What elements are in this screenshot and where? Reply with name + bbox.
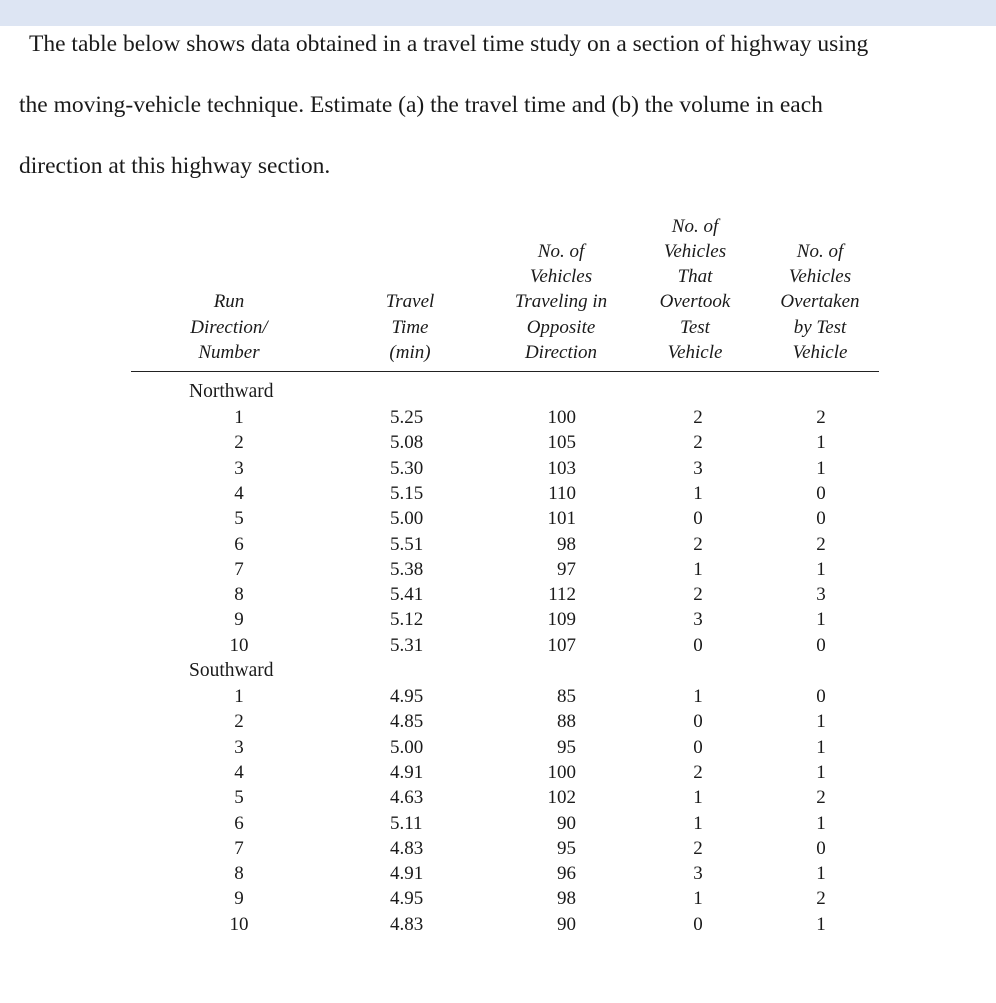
header-line: Number xyxy=(198,341,260,363)
cell-overtaken: 3 xyxy=(816,584,826,606)
header-overtaken xyxy=(760,210,880,365)
header-line: Travel xyxy=(385,291,435,313)
cell-overtook: 3 xyxy=(693,863,703,885)
cell-travel-time: 5.38 xyxy=(390,558,424,580)
header-line: Direction/ xyxy=(190,316,268,338)
header-line: No. of xyxy=(671,215,719,237)
cell-run-number: 9 xyxy=(234,609,244,631)
header-line: Overtook xyxy=(659,291,731,313)
cell-run-number: 4 xyxy=(234,761,244,783)
problem-line-2: the moving-vehicle technique. Estimate (a) the travel time and (b) the volume in each xyxy=(19,92,823,118)
cell-overtook: 2 xyxy=(693,533,703,555)
cell-travel-time: 4.91 xyxy=(390,863,424,885)
cell-overtook: 2 xyxy=(693,837,703,859)
cell-overtaken: 2 xyxy=(816,787,826,809)
cell-overtook: 2 xyxy=(693,432,703,454)
cell-overtook: 0 xyxy=(693,508,703,530)
cell-overtaken: 0 xyxy=(816,634,826,656)
cell-run-number: 6 xyxy=(234,533,244,555)
header-line: Vehicles xyxy=(529,266,593,288)
cell-opposite: 98 xyxy=(557,533,576,555)
cell-travel-time: 5.00 xyxy=(390,736,424,758)
header-line: by Test xyxy=(793,316,847,338)
cell-run-number: 2 xyxy=(234,711,244,733)
cell-run-number: 4 xyxy=(234,482,244,504)
header-line: Vehicles xyxy=(788,266,852,288)
header-line: Vehicle xyxy=(792,341,848,363)
cell-overtook: 1 xyxy=(693,812,703,834)
cell-run-number: 7 xyxy=(234,558,244,580)
cell-overtaken: 0 xyxy=(816,482,826,504)
cell-opposite: 96 xyxy=(557,863,576,885)
cell-opposite: 101 xyxy=(547,508,576,530)
cell-overtaken: 0 xyxy=(816,508,826,530)
cell-overtaken: 2 xyxy=(816,533,826,555)
cell-travel-time: 5.41 xyxy=(390,584,424,606)
cell-travel-time: 4.91 xyxy=(390,761,424,783)
cell-opposite: 97 xyxy=(557,558,576,580)
cell-run-number: 2 xyxy=(234,432,244,454)
header-line: Time xyxy=(391,316,429,338)
cell-overtook: 1 xyxy=(693,482,703,504)
cell-overtaken: 1 xyxy=(816,812,826,834)
cell-run-number: 3 xyxy=(234,736,244,758)
cell-travel-time: 5.31 xyxy=(390,634,424,656)
cell-overtaken: 0 xyxy=(816,837,826,859)
cell-overtaken: 0 xyxy=(816,686,826,707)
cell-opposite: 102 xyxy=(547,787,576,809)
cell-travel-time: 4.63 xyxy=(390,787,424,809)
cell-run-number: 8 xyxy=(234,584,244,606)
cell-opposite: 100 xyxy=(547,761,576,783)
header-line: Run xyxy=(213,291,245,313)
cell-overtook: 2 xyxy=(693,584,703,606)
cell-overtaken: 1 xyxy=(816,913,826,935)
header-run xyxy=(174,210,284,365)
header-line: That xyxy=(677,266,713,288)
header-travel-time xyxy=(360,210,460,365)
cell-overtaken: 2 xyxy=(816,407,826,428)
cell-travel-time: 4.95 xyxy=(390,686,424,707)
problem-line-1: The table below shows data obtained in a travel time study on a section of highway using xyxy=(29,31,869,57)
cell-overtaken: 1 xyxy=(816,558,826,580)
cell-opposite: 95 xyxy=(557,837,576,859)
cell-run-number: 9 xyxy=(234,888,244,910)
cell-overtook: 3 xyxy=(693,457,703,479)
cell-travel-time: 4.83 xyxy=(390,837,424,859)
cell-opposite: 95 xyxy=(557,736,576,758)
cell-opposite: 90 xyxy=(557,812,576,834)
cell-overtaken: 1 xyxy=(816,736,826,758)
cell-overtaken: 2 xyxy=(816,888,826,910)
cell-run-number: 1 xyxy=(234,407,244,428)
cell-overtook: 2 xyxy=(693,407,703,428)
group-label: Northward xyxy=(189,381,274,402)
cell-opposite: 100 xyxy=(547,407,576,428)
cell-run-number: 5 xyxy=(234,508,244,530)
cell-overtook: 2 xyxy=(693,761,703,783)
cell-overtaken: 1 xyxy=(816,761,826,783)
header-line: No. of xyxy=(537,240,585,262)
header-line: Opposite xyxy=(526,316,596,338)
cell-travel-time: 4.85 xyxy=(390,711,424,733)
cell-overtaken: 1 xyxy=(816,432,826,454)
header-line: Traveling in xyxy=(514,291,608,313)
header-line: (min) xyxy=(389,341,431,363)
cell-overtook: 1 xyxy=(693,558,703,580)
problem-line-3: direction at this highway section. xyxy=(19,153,331,179)
header-rule xyxy=(131,371,879,372)
cell-opposite: 105 xyxy=(547,432,576,454)
cell-overtook: 0 xyxy=(693,736,703,758)
cell-overtook: 3 xyxy=(693,609,703,631)
cell-overtook: 0 xyxy=(693,634,703,656)
cell-run-number: 1 xyxy=(234,686,244,707)
cell-opposite: 90 xyxy=(557,913,576,935)
cell-overtook: 1 xyxy=(693,888,703,910)
cell-travel-time: 5.12 xyxy=(390,609,424,631)
cell-run-number: 10 xyxy=(229,634,249,656)
cell-run-number: 6 xyxy=(234,812,244,834)
cell-opposite: 103 xyxy=(547,457,576,479)
cell-run-number: 8 xyxy=(234,863,244,885)
cell-travel-time: 5.08 xyxy=(390,432,424,454)
cell-overtook: 0 xyxy=(693,913,703,935)
cell-opposite: 88 xyxy=(557,711,576,733)
cell-opposite: 110 xyxy=(548,482,576,504)
header-line: Overtaken xyxy=(780,291,860,313)
cell-travel-time: 5.51 xyxy=(390,533,424,555)
cell-run-number: 3 xyxy=(234,457,244,479)
cell-travel-time: 4.95 xyxy=(390,888,424,910)
cell-opposite: 112 xyxy=(548,584,576,606)
cell-opposite: 109 xyxy=(547,609,576,631)
header-line: No. of xyxy=(796,240,844,262)
cell-opposite: 107 xyxy=(547,634,576,656)
cell-opposite: 85 xyxy=(557,686,576,707)
group-label: Southward xyxy=(189,660,274,681)
cell-overtaken: 1 xyxy=(816,457,826,479)
header-line: Direction xyxy=(524,341,598,363)
cell-overtook: 1 xyxy=(693,686,703,707)
header-line: Vehicle xyxy=(667,341,723,363)
header-line: Test xyxy=(680,316,710,338)
cell-overtaken: 1 xyxy=(816,609,826,631)
cell-travel-time: 5.00 xyxy=(390,508,424,530)
header-opposite xyxy=(496,210,626,365)
cell-overtook: 1 xyxy=(693,787,703,809)
cell-travel-time: 5.30 xyxy=(390,457,424,479)
cell-run-number: 5 xyxy=(234,787,244,809)
header-overtook xyxy=(640,210,750,365)
cell-run-number: 7 xyxy=(234,837,244,859)
cell-travel-time: 5.11 xyxy=(390,812,423,834)
cell-travel-time: 4.83 xyxy=(390,913,424,935)
header-line: Vehicles xyxy=(663,240,727,262)
cell-travel-time: 5.15 xyxy=(390,482,424,504)
cell-overtaken: 1 xyxy=(816,863,826,885)
cell-overtaken: 1 xyxy=(816,711,826,733)
cell-overtook: 0 xyxy=(693,711,703,733)
cell-opposite: 98 xyxy=(557,888,576,910)
cell-travel-time: 5.25 xyxy=(390,407,424,428)
cell-run-number: 10 xyxy=(229,913,249,935)
